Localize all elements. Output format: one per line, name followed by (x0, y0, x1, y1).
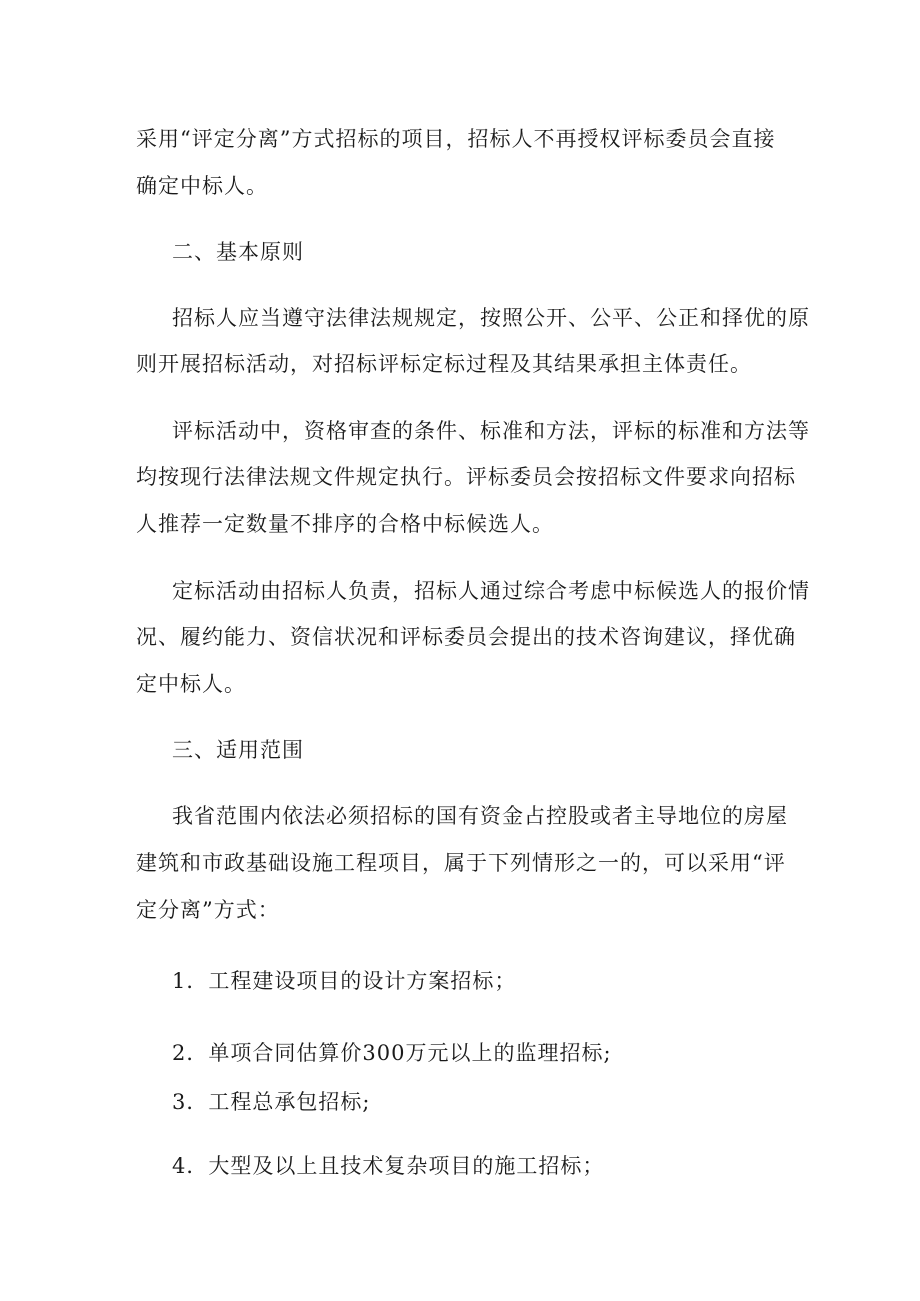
paragraph-principle-2-line-3: 人推荐一定数量不排序的合格中标候选人。 (136, 512, 554, 536)
paragraph-principle-3-line-2: 况、履约能力、资信状况和评标委员会提出的技术咨询建议，择优确 (136, 625, 796, 649)
section-heading-scope: 三、适用范围 (172, 738, 304, 762)
paragraph-intro-line-1: 采用“评定分离”方式招标的项目，招标人不再授权评标委员会直接 (136, 127, 776, 151)
list-item-1: 1．工程建设项目的设计方案招标； (172, 969, 517, 993)
paragraph-scope-line-1: 我省范围内依法必须招标的国有资金占控股或者主导地位的房屋 (172, 804, 788, 828)
paragraph-principle-3-line-1: 定标活动由招标人负责，招标人通过综合考虑中标候选人的报价情 (172, 579, 810, 603)
section-heading-basic-principles: 二、基本原则 (172, 240, 304, 264)
list-item-2: 2．单项合同估算价300万元以上的监理招标; (172, 1041, 612, 1065)
paragraph-principle-1-line-2: 则开展招标活动，对招标评标定标过程及其结果承担主体责任。 (136, 352, 752, 376)
list-item-3: 3．工程总承包招标; (172, 1090, 371, 1114)
paragraph-principle-2-line-2: 均按现行法律法规文件规定执行。评标委员会按招标文件要求向招标 (136, 465, 796, 489)
paragraph-principle-3-line-3: 定中标人。 (136, 672, 246, 696)
paragraph-scope-line-3: 定分离”方式： (136, 898, 280, 922)
paragraph-intro-line-2: 确定中标人。 (136, 174, 268, 198)
paragraph-scope-line-2: 建筑和市政基础设施工程项目，属于下列情形之一的，可以采用“评 (136, 851, 786, 875)
list-item-4: 4．大型及以上且技术复杂项目的施工招标； (172, 1154, 605, 1178)
paragraph-principle-1-line-1: 招标人应当遵守法律法规规定，按照公开、公平、公正和择优的原 (172, 306, 810, 330)
paragraph-principle-2-line-1: 评标活动中，资格审查的条件、标准和方法，评标的标准和方法等 (172, 419, 810, 443)
